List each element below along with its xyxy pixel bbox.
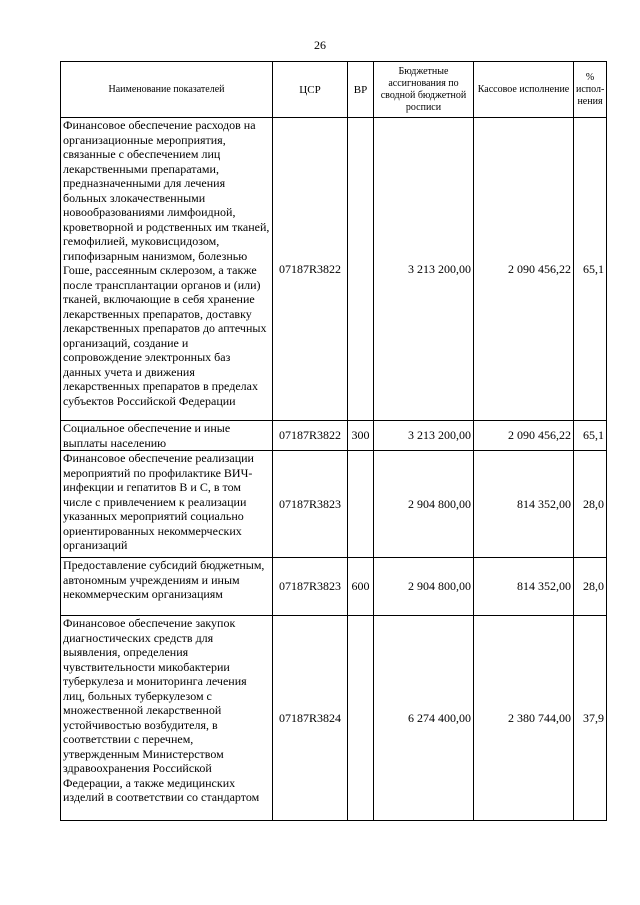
cell-vr bbox=[348, 118, 374, 421]
cell-percent: 65,1 bbox=[574, 118, 607, 421]
cell-csr: 07187R3823 bbox=[273, 451, 348, 558]
table-row bbox=[61, 451, 607, 558]
cell-vr: 600 bbox=[348, 558, 374, 616]
header-csr: ЦСР bbox=[273, 62, 348, 118]
table-row bbox=[61, 118, 607, 421]
cell-name: Предоставление субсидий бюджетным, автономным учреждениям и иным некоммерческим организациям bbox=[61, 558, 273, 616]
cell-budget: 2 904 800,00 bbox=[374, 558, 474, 616]
header-cash: Кассовое исполнение bbox=[474, 62, 574, 118]
cell-cash: 814 352,00 bbox=[474, 451, 574, 558]
page-number: 26 bbox=[314, 38, 326, 52]
cell-budget: 6 274 400,00 bbox=[374, 616, 474, 821]
cell-percent: 28,0 bbox=[574, 558, 607, 616]
table-row bbox=[61, 558, 607, 616]
cell-percent: 65,1 bbox=[574, 421, 607, 451]
cell-csr: 07187R3822 bbox=[273, 118, 348, 421]
cell-cash: 2 090 456,22 bbox=[474, 421, 574, 451]
cell-name: Финансовое обеспечение реализации мероприятий по профилактике ВИЧ-инфекции и гепатитов В и С, в том числе с привлечением к реализации указанных мероприятий социально ориентированных некоммерческих организаций bbox=[61, 451, 273, 558]
cell-cash: 814 352,00 bbox=[474, 558, 574, 616]
cell-budget: 3 213 200,00 bbox=[374, 118, 474, 421]
cell-csr: 07187R3823 bbox=[273, 558, 348, 616]
cell-vr bbox=[348, 616, 374, 821]
cell-cash: 2 090 456,22 bbox=[474, 118, 574, 421]
cell-vr bbox=[348, 451, 374, 558]
cell-budget: 3 213 200,00 bbox=[374, 421, 474, 451]
cell-percent: 37,9 bbox=[574, 616, 607, 821]
header-name: Наименование показателей bbox=[61, 62, 273, 118]
table-row bbox=[61, 421, 607, 451]
budget-execution-table bbox=[60, 61, 607, 821]
header-vr: ВР bbox=[348, 62, 374, 118]
cell-csr: 07187R3822 bbox=[273, 421, 348, 451]
cell-name: Социальное обеспечение и иные выплаты населению bbox=[61, 421, 273, 451]
cell-csr: 07187R3824 bbox=[273, 616, 348, 821]
table-row bbox=[61, 616, 607, 821]
cell-cash: 2 380 744,00 bbox=[474, 616, 574, 821]
cell-name: Финансовое обеспечение закупок диагностических средств для выявления, определения чувствительности микобактерии туберкулеза и мониторинга лечения лиц, больных туберкулезом с множественной лекарственной устойчивостью возбудителя, в соответствии с перечнем, утвержденным Министерством здравоохранения Российской Федерации, а также медицинских изделий в соответствии со стандартом bbox=[61, 616, 273, 821]
header-budget: Бюджетные ассигнования по сводной бюджетной росписи bbox=[374, 62, 474, 118]
table-header-row bbox=[61, 62, 607, 118]
header-percent: % испол-нения bbox=[574, 62, 607, 118]
cell-budget: 2 904 800,00 bbox=[374, 451, 474, 558]
cell-percent: 28,0 bbox=[574, 451, 607, 558]
cell-vr: 300 bbox=[348, 421, 374, 451]
cell-name: Финансовое обеспечение расходов на организационные мероприятия, связанные с обеспечением лиц лекарственными препаратами, предназначенными для лечения больных злокачественными новообразованиями лимфоидной, кроветворной и родственных им тканей, гемофилией, муковисцидозом, гипофизарным нанизмом, болезнью Гоше, рассеянным склерозом, а также после трансплантации органов и (или) тканей, включающие в себя хранение лекарственных препаратов, доставку лекарственных препаратов до аптечных организаций, создание и сопровождение электронных баз данных учета и движения лекарственных препаратов в пределах субъектов Российской Федерации bbox=[61, 118, 273, 421]
